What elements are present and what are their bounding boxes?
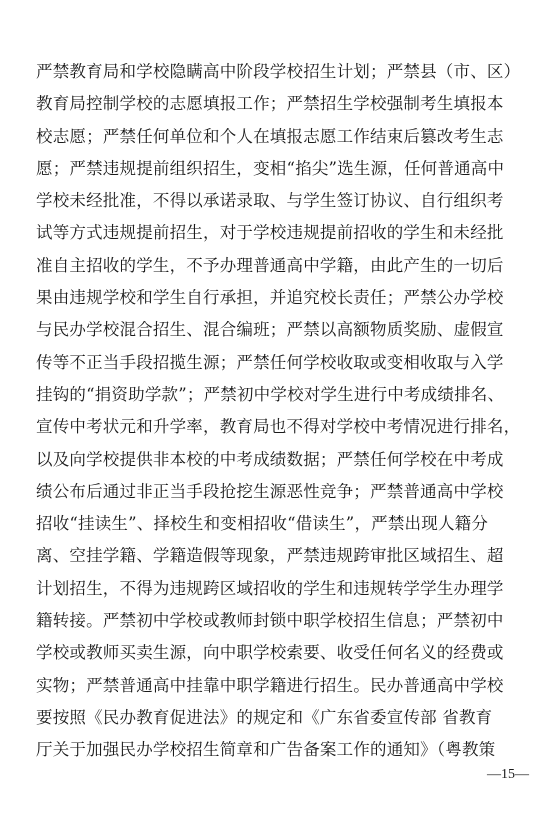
- text-line: 教育局控制学校的志愿填报工作；严禁招生学校强制考生填报本: [36, 94, 504, 114]
- text-line: 试等方式违规提前招生，对于学校违规提前招收的学生和未经批: [36, 223, 504, 243]
- text-line: 校志愿；严禁任何单位和个人在填报志愿工作结束后篡改考生志: [36, 126, 504, 146]
- text-line: 实物；严禁普通高中挂靠中职学籍进行招生。民办普通高中学校: [36, 675, 504, 695]
- text-line: 厅关于加强民办学校招生简章和广告备案工作的通知》（粤教策: [36, 740, 496, 760]
- text-line: 准自主招收的学生，不予办理普通高中学籍，由此产生的一切后: [36, 255, 504, 275]
- text-line: 传等不正当手段招揽生源；严禁任何学校收取或变相收取与入学: [36, 352, 504, 372]
- text-line: 以及向学校提供非本校的中考成绩数据；严禁任何学校在中考成: [36, 449, 504, 469]
- text-line: 与民办学校混合招生、混合编班；严禁以高额物质奖励、虚假宣: [36, 320, 504, 340]
- text-line: 果由违规学校和学生自行承担，并追究校长责任；严禁公办学校: [36, 288, 504, 308]
- text-line: 严禁教育局和学校隐瞒高中阶段学校招生计划；严禁县（市、区）: [36, 62, 521, 81]
- body-text: [36, 56, 528, 767]
- text-line: 挂钩的“捐资助学款”；严禁初中学校对学生进行中考成绩排名、: [36, 384, 505, 404]
- text-line: 愿；严禁违规提前组织招生，变相“掐尖”选生源，任何普通高中: [36, 158, 505, 178]
- text-line: 学校或教师买卖生源，向中职学校索要、收受任何名义的经费或: [36, 643, 504, 663]
- text-line: 招收“挂读生”、择校生和变相招收“借读生”，严禁出现人籍分: [36, 514, 489, 534]
- text-line: 要按照《民办教育促进法》的规定和《广东省委宣传部 省教育: [36, 707, 493, 727]
- text-line: 学校未经批准，不得以承诺录取、与学生签订协议、自行组织考: [36, 191, 504, 211]
- text-line: 籍转接。严禁初中学校或教师封锁中职学校招生信息；严禁初中: [36, 611, 504, 631]
- text-line: 计划招生，不得为违规跨区域招收的学生和违规转学学生办理学: [36, 578, 504, 598]
- text-line: 宣传中考状元和升学率，教育局也不得对学校中考情况进行排名，: [36, 417, 521, 437]
- text-line: 离、空挂学籍、学籍造假等现象，严禁违规跨审批区域招生、超: [36, 546, 504, 566]
- page-number: —15—: [487, 767, 529, 782]
- text-line: 绩公布后通过非正当手段抢挖生源恶性竞争；严禁普通高中学校: [36, 481, 504, 501]
